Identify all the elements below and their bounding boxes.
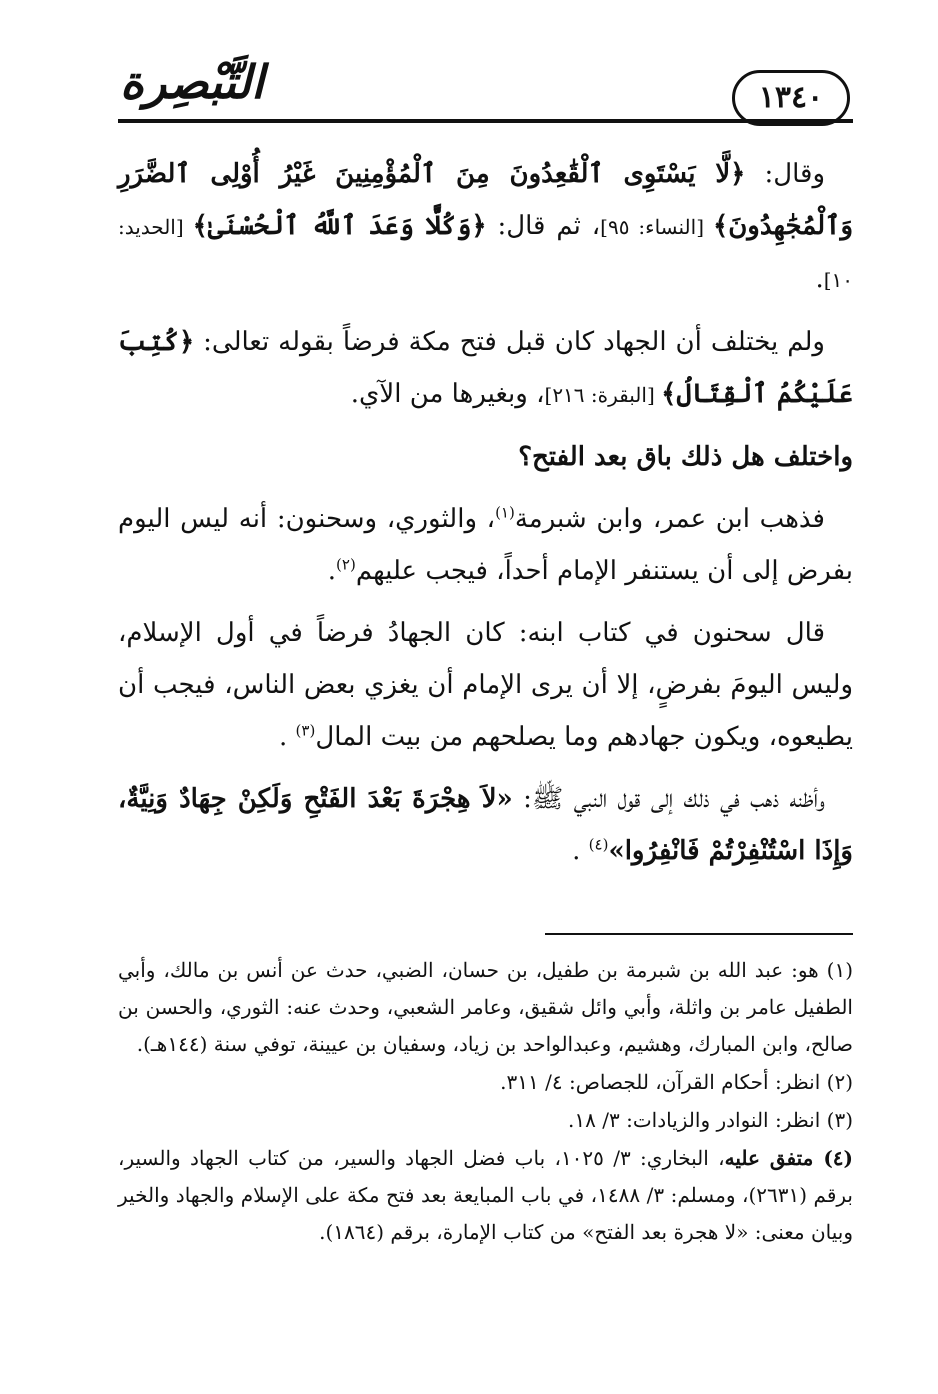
quran-verse: ﴿وَكُلًّا وَعَدَ ٱللَّهُ ٱلْحُسْنَىٰ﴾ — [192, 211, 487, 241]
footnote-3: (٣) انظر: النوادر والزيادات: ٣/ ١٨. — [568, 1108, 853, 1132]
verse-reference: [الحديد: ١٠] — [118, 215, 853, 292]
footnote-rule — [545, 933, 853, 935]
footnote-marker: (٢) — [336, 555, 356, 574]
paragraph-text: ، ثم قال: — [486, 211, 601, 241]
footnote-2: (٢) انظر: أحكام القرآن، للجصاص: ٤/ ٣١١. — [500, 1070, 853, 1094]
paragraph-text: . — [279, 722, 296, 752]
footnote-marker: (٤) — [588, 835, 609, 854]
footnotes — [118, 952, 853, 1252]
paragraph-text: وقال: — [745, 159, 825, 189]
section-heading: واختلف هل ذلك باق بعد الفتح؟ — [518, 442, 853, 472]
paragraph-text: وأظنه ذهب في ذلك إلى قول النبي ﷺ: — [512, 784, 826, 814]
header-rule — [118, 119, 853, 123]
footnote-text: ، البخاري: ٣/ ١٠٢٥، باب فضل الجهاد والسير، من كتاب الجهاد والسير، برقم (٢٦٣١)، ومسلم: ٣/ ١٤٨٨، في باب المبايعة بعد فتح مكة على الإسلام والجهاد والخير وبيان معنى: «لا هجرة بعد الفتح» من كتاب الإمارة، برقم (١٨٦٤). — [118, 1146, 853, 1244]
footnote-4 — [118, 1140, 853, 1251]
footnote-marker: (٣) — [295, 721, 316, 740]
paragraph-5 — [118, 773, 853, 877]
paragraph-text: ، وبغيرها من الآي. — [350, 379, 545, 409]
paragraph-text: . — [815, 264, 824, 294]
footnote-lead: (٤) متفق عليه — [724, 1146, 853, 1170]
hadith-quote: «لاَ هِجْرَةَ بَعْدَ الفَتْحِ وَلَكِنْ جِهَادٌ وَنِيَّةٌ، وَإِذَا اسْتُنْفِرْتُمْ فَانْفِرُوا» — [118, 784, 853, 866]
verse-reference: [البقرة: ٢١٦] — [544, 383, 662, 407]
paragraph-2 — [118, 316, 853, 421]
paragraph-text: ولم يختلف أن الجهاد كان قبل فتح مكة فرضاً بقوله تعالى: — [194, 327, 825, 357]
footnote-1: (١) هو: عبد الله بن شبرمة بن طفيل، بن حسان، الضبي، حدث عن أنس بن مالك، وأبي الطفيل عامر بن واثلة، وأبي وائل شقيق، وعامر الشعبي، وحدث عنه: الثوري، والحسن بن صالح، وابن المبارك، وهشيم، وعبدالواحد بن زياد، وسفيان بن عيينة، توفي سنة (١٤٤هـ). — [118, 958, 853, 1056]
paragraph-text: . — [327, 556, 337, 586]
footnote-marker: (١) — [495, 503, 515, 522]
paragraph-4 — [118, 607, 853, 763]
paragraph-3 — [118, 493, 853, 597]
quran-verse: ﴿لَّا يَسْتَوِى ٱلْقَٰعِدُونَ مِنَ ٱلْمُؤْمِنِينَ غَيْرُ أُوْلِى ٱلضَّرَرِ وَٱلْمُجَٰهِدُونَ﴾ — [118, 159, 854, 241]
page-number: ١٣٤٠ — [732, 70, 850, 126]
paragraph-text: قال سحنون في كتاب ابنه: كان الجهادُ فرضاً في أول الإسلام، وليس اليومَ بفرضٍ، إلا أن يرى الإمام أن يغزي بعض الناس، فيجب أن يطيعوه، ويكون جهادهم وما يصلحهم من بيت المال — [118, 618, 853, 752]
paragraph-text: . — [572, 836, 589, 866]
paragraph-1 — [118, 148, 853, 306]
verse-reference: [النساء: ٩٥] — [600, 215, 713, 239]
paragraph-text: ، والثوري، وسحنون: أنه ليس اليوم بفرض إلى أن يستنفر الإمام أحداً، فيجب عليهم — [118, 504, 853, 586]
quran-verse: ﴿كُتِبَ عَلَيْكُمُ ٱلْقِتَالُ﴾ — [118, 327, 853, 409]
running-title: التَّبْصِرة — [120, 55, 264, 109]
paragraph-text: فذهب ابن عمر، وابن شبرمة — [514, 504, 825, 534]
main-text — [118, 148, 853, 887]
